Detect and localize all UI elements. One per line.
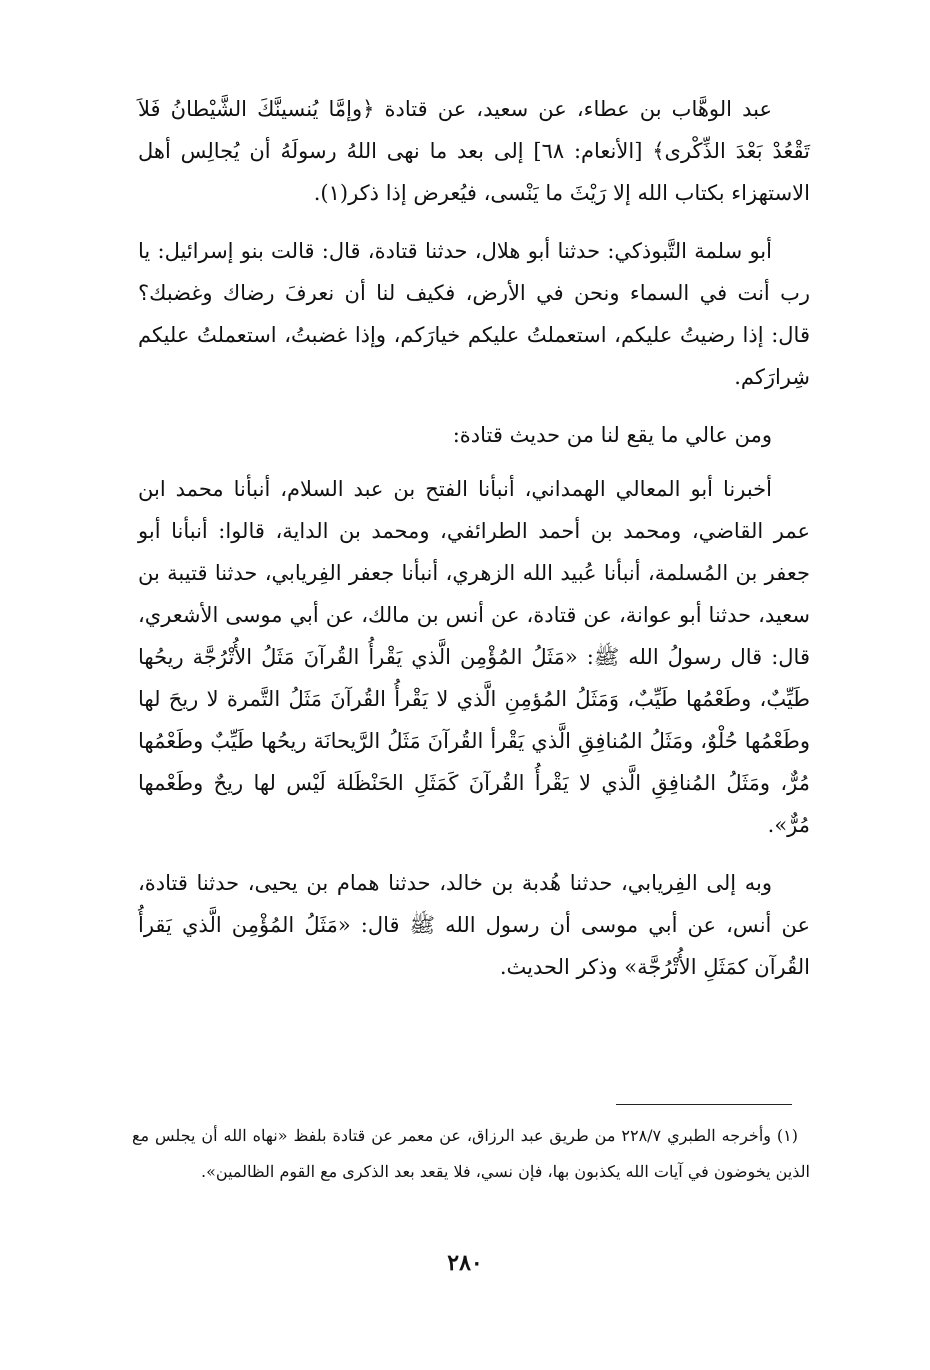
footnote: (١) وأخرجه الطبري ٢٢٨/٧ من طريق عبد الرزاق، عن معمر عن قتادة بلفظ «نهاه الله أن يجلس مع الذين يخوضون في آيات الله يكذبون بها، فإن نسي، فلا يقعد بعد الذكرى مع القوم الظالمين». — [132, 1126, 810, 1181]
paragraph-5: وبه إلى الفِريابي، حدثنا هُدبة بن خالد، حدثنا همام بن يحيى، حدثنا قتادة، عن أنس، عن أبي موسى أن رسول الله ﷺ قال: «مَثَلُ المُؤْمِن الَّذي يَقرأُ القُرآن كمَثَلِ الأُتْرُجَّة» وذكر الحديث. — [138, 871, 810, 979]
paragraph-3: ومن عالي ما يقع لنا من حديث قتادة: — [452, 423, 772, 447]
footnote-divider — [616, 1104, 792, 1105]
paragraph-1: عبد الوهَّاب بن عطاء، عن سعيد، عن قتادة ﴿وإمَّا يُنسينَّكَ الشَّيْطانُ فَلاَ تَقْعُدْ بَعْدَ الذِّكْرى﴾ [الأنعام: ٦٨] إلى بعد ما نهى اللهُ رسولَهُ أن يُجالِس أهل الاستهزاء بكتاب الله إلا رَيْثَ ما يَنْسى، فيُعرض إذا ذكر(١). — [138, 97, 811, 205]
paragraph-4: أخبرنا أبو المعالي الهمداني، أنبأنا الفتح بن عبد السلام، أنبأنا محمد ابن عمر القاضي، ومحمد بن أحمد الطرائفي، ومحمد بن الداية، قالوا: أنبأنا أبو جعفر بن المُسلمة، أنبأنا عُبيد الله الزهري، أنبأنا جعفر الفِريابي، حدثنا قتيبة بن سعيد، حدثنا أبو عوانة، عن قتادة، عن أنس بن مالك، عن أبي موسى الأشعري، قال: قال رسولُ الله ﷺ: «مَثَلُ المُؤْمِن الَّذي يَقْرأُ القُرآنَ مَثَلُ الأُتْرُجَّة ريحُها طَيِّبٌ، وطَعْمُها طَيِّبٌ، وَمَثَلُ المُؤمِنِ الَّذي لا يَقْرأُ القُرآنَ مَثَلُ التَّمرة لا ريحَ لها وطَعْمُها حُلْوٌ، ومَثَلُ المُنافِقِ الَّذي يَقْرأ القُرآنَ مَثَلُ الرَّيحانَة ريحُها طَيِّبٌ وطَعْمُها مُرٌّ، ومَثَلُ المُنافِقِ الَّذي لا يَقْرأُ القُرآنَ كَمَثَلِ الحَنْظَلة لَيْس لها ريحٌ وطَعْمها مُرٌّ». — [138, 477, 810, 837]
page-number: ٢٨٠ — [447, 1250, 483, 1276]
paragraph-2: أبو سلمة التَّبوذكي: حدثنا أبو هلال، حدثنا قتادة، قال: قالت بنو إسرائيل: يا رب أنت في السماء ونحن في الأرض، فكيف لنا أن نعرفَ رضاك وغضبك؟ قال: إذا رضيتُ عليكم، استعملتُ عليكم خيارَكم، وإذا غضبتُ، استعملتُ عليكم شِرارَكم. — [138, 239, 810, 389]
main-text — [138, 88, 810, 1004]
